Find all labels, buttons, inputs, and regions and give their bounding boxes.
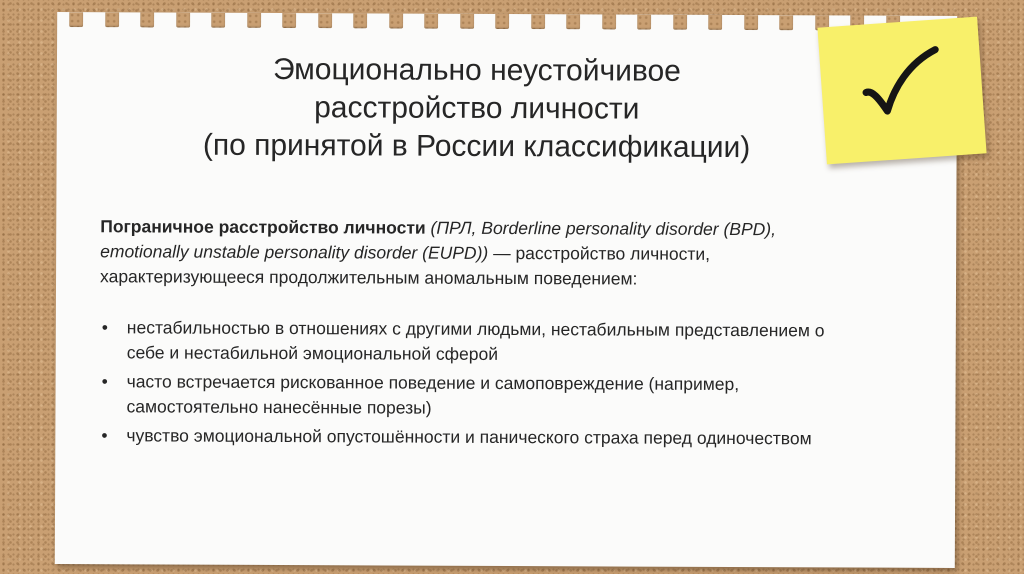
hole [708, 15, 722, 30]
hole [637, 15, 651, 30]
list-item [100, 315, 860, 368]
hole [247, 13, 261, 28]
bullet-marker: • [101, 371, 108, 392]
bullet-list [99, 315, 860, 451]
hole [282, 13, 296, 28]
hole [495, 14, 509, 29]
hole [779, 15, 793, 30]
hole [566, 14, 580, 29]
hole [353, 13, 367, 28]
bullet-marker: • [101, 425, 108, 446]
hole [531, 14, 545, 29]
slide-body [99, 214, 860, 455]
intro-paragraph [100, 214, 860, 292]
sticky-note [817, 17, 986, 165]
hole [673, 15, 687, 30]
list-item [99, 423, 859, 451]
hole [460, 14, 474, 29]
checkmark-icon [857, 43, 946, 129]
hole [602, 14, 616, 29]
hole [69, 12, 83, 27]
list-item [99, 369, 859, 422]
hole [318, 13, 332, 28]
title-line-2: расстройство личности [314, 91, 640, 126]
hole [389, 13, 403, 28]
hole [176, 13, 190, 28]
bullet-text: часто встречается рискованное поведение и самоповреждение (например, самостоятельно нанесённые порезы) [126, 371, 740, 418]
title-line-3: (по принятой в России классификации) [202, 128, 751, 165]
term-bold: Пограничное расстройство личности [100, 216, 426, 238]
hole [140, 12, 154, 27]
hole [744, 15, 758, 30]
hole [424, 14, 438, 29]
bullet-marker: • [101, 317, 109, 338]
bullet-text: чувство эмоциональной опустошённости и панического страха перед одиночеством [126, 425, 812, 449]
term-aliases: (ПРЛ, Borderline personality disorder (BPD), emotionally unstable personality disorder (EUPD)) [100, 217, 777, 263]
hole [105, 12, 119, 27]
bullet-text: нестабильностью в отношениях с другими людьми, нестабильным представлением о себе и нестабильной эмоциональной сферой [126, 317, 825, 364]
hole [211, 13, 225, 28]
slide-title [57, 50, 897, 168]
definition-text: — расстройство личности, характеризующееся продолжительным аномальным поведением: [100, 242, 711, 289]
title-line-1: Эмоционально неустойчивое [272, 52, 681, 88]
